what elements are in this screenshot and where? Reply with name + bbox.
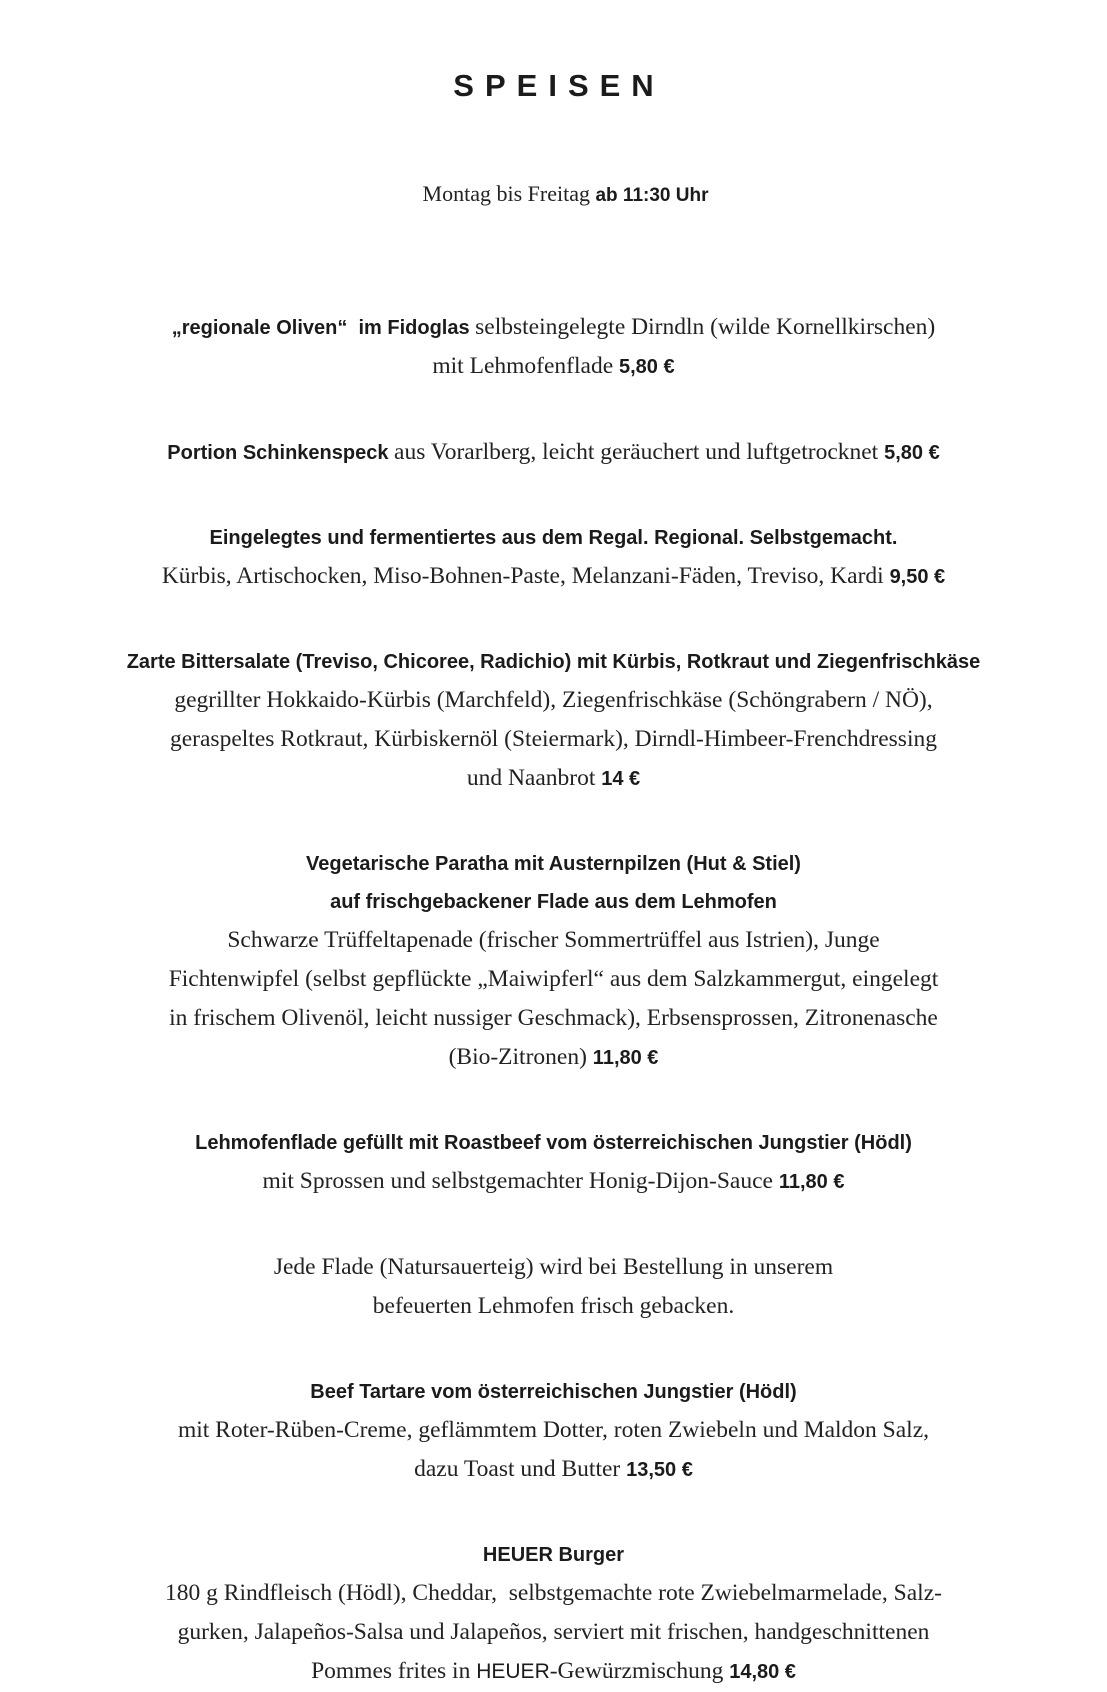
menu-text-bold: 14,80 € <box>729 1661 796 1683</box>
menu-line <box>59 760 1049 799</box>
menu-text-serif: Schwarze Trüffeltapenade (frischer Sommertrüffel aus Istrien), Junge <box>227 927 880 953</box>
menu-text-sans: HEUER <box>476 1660 550 1683</box>
menu-text-bold: 5,80 € <box>884 442 940 464</box>
menu-item-heuer-burger <box>59 1537 1049 1692</box>
menu-line <box>59 520 1049 558</box>
menu-line <box>59 1000 1049 1039</box>
menu-text-bold: auf frischgebackener Flade aus dem Lehmofen <box>330 891 777 913</box>
menu-text-serif: in frischem Olivenöl, leicht nussiger Geschmack), Erbsensprossen, Zitronenasche <box>169 1005 938 1031</box>
menu-text-bold: Eingelegtes und fermentiertes aus dem Regal. Regional. Selbstgemacht. <box>209 527 898 549</box>
menu-line <box>59 1039 1049 1078</box>
menu-line <box>59 434 1049 473</box>
menu-item-beef-tartare <box>59 1374 1049 1490</box>
menu-text-serif: befeuerten Lehmofen frisch gebacken. <box>372 1293 735 1319</box>
menu-text-serif: Kürbis, Artischocken, Miso-Bohnen-Paste, Melanzani-Fäden, Treviso, Kardi <box>161 563 890 589</box>
menu-sections <box>59 309 1049 1692</box>
menu-line <box>59 846 1049 884</box>
menu-text-bold: 11,80 € <box>592 1047 659 1069</box>
menu-text-serif: mit Lehmofenflade <box>432 353 619 379</box>
menu-line <box>59 1575 1049 1614</box>
menu-text-serif: gurken, Jalapeños-Salsa und Jalapeños, serviert mit frischen, handgeschnittenen <box>177 1619 930 1645</box>
menu-text-serif: und Naanbrot <box>466 765 602 791</box>
menu-text-bold: Zarte Bittersalate (Treviso, Chicoree, Radichio) mit Kürbis, Rotkraut und Ziegenfrischkäse <box>126 651 981 673</box>
menu-text-serif: aus Vorarlberg, leicht geräuchert und luftgetrocknet <box>394 439 885 465</box>
menu-text-bold: Lehmofenflade gefüllt mit Roastbeef vom österreichischen Jungstier (Hödl) <box>195 1132 912 1154</box>
menu-line <box>59 1653 1049 1692</box>
menu-line <box>59 1537 1049 1575</box>
opening-hours <box>59 140 1049 251</box>
menu-note-flade <box>59 1249 1049 1327</box>
menu-text-serif: dazu Toast und Butter <box>414 1456 627 1482</box>
menu-text-bold: „regionale Oliven“ im Fidoglas <box>171 317 476 339</box>
menu-line <box>59 884 1049 922</box>
menu-text-bold: 14 € <box>601 768 641 790</box>
menu-text-bold: 11,80 € <box>778 1171 845 1193</box>
opening-hours-days: Montag bis Freitag <box>422 181 596 206</box>
menu-text-bold: Beef Tartare vom österreichischen Jungstier (Hödl) <box>310 1381 797 1403</box>
menu-text-serif: selbsteingelegte Dirndln (wilde Kornellkirschen) <box>475 314 936 340</box>
menu-line <box>59 922 1049 961</box>
opening-hours-time: ab 11:30 Uhr <box>595 185 709 206</box>
menu-text-bold: Portion Schinkenspeck <box>167 442 395 464</box>
menu-line <box>59 961 1049 1000</box>
menu-line <box>59 644 1049 682</box>
menu-text-serif: 180 g Rindfleisch (Hödl), Cheddar, selbstgemachte rote Zwiebelmarmelade, Salz- <box>165 1580 942 1606</box>
menu-line <box>59 1614 1049 1653</box>
menu-text-bold: 5,80 € <box>619 356 675 378</box>
page-title: SPEISEN <box>453 68 665 103</box>
menu-text-bold: 9,50 € <box>889 566 946 588</box>
menu-text-serif: Fichtenwipfel (selbst gepflückte „Maiwipferl“ aus dem Salzkammergut, eingelegt <box>168 966 939 992</box>
menu-item-vegetarische-paratha <box>59 846 1049 1078</box>
menu-line <box>59 1451 1049 1490</box>
menu-line <box>59 1374 1049 1412</box>
menu-content <box>59 68 1049 1692</box>
menu-line <box>59 682 1049 721</box>
menu-item-lehmofenflade-roastbeef <box>59 1125 1049 1202</box>
menu-line <box>59 309 1049 348</box>
menu-text-serif: gegrillter Hokkaido-Kürbis (Marchfeld), Ziegenfrischkäse (Schöngrabern / NÖ), <box>174 687 933 713</box>
menu-text-serif: Jede Flade (Natursauerteig) wird bei Bestellung in unserem <box>273 1254 834 1280</box>
menu-text-serif: (Bio-Zitronen) <box>448 1044 593 1070</box>
menu-line <box>59 1163 1049 1202</box>
menu-line <box>59 348 1049 387</box>
menu-item-zarte-bittersalate <box>59 644 1049 799</box>
menu-item-regionale-oliven <box>59 309 1049 387</box>
menu-text-serif: mit Roter-Rüben-Creme, geflämmtem Dotter, roten Zwiebeln und Maldon Salz, <box>177 1417 930 1443</box>
menu-text-bold: Vegetarische Paratha mit Austernpilzen (Hut & Stiel) <box>306 853 801 875</box>
menu-text-serif: Pommes frites in <box>311 1658 477 1684</box>
menu-text-bold: HEUER Burger <box>482 1544 625 1566</box>
menu-text-serif: mit Sprossen und selbstgemachter Honig-Dijon-Sauce <box>262 1168 779 1194</box>
menu-line <box>59 1125 1049 1163</box>
menu-line <box>59 1249 1049 1288</box>
menu-item-eingelegtes-fermentiertes <box>59 520 1049 597</box>
menu-text-bold: 13,50 € <box>626 1459 693 1481</box>
menu-text-serif: geraspeltes Rotkraut, Kürbiskernöl (Steiermark), Dirndl-Himbeer-Frenchdressing <box>170 726 937 752</box>
menu-text-serif: -Gewürzmischung <box>549 1658 730 1684</box>
menu-line <box>59 558 1049 597</box>
menu-item-schinkenspeck <box>59 434 1049 473</box>
menu-line <box>59 721 1049 760</box>
menu-line <box>59 1412 1049 1451</box>
menu-line <box>59 1288 1049 1327</box>
